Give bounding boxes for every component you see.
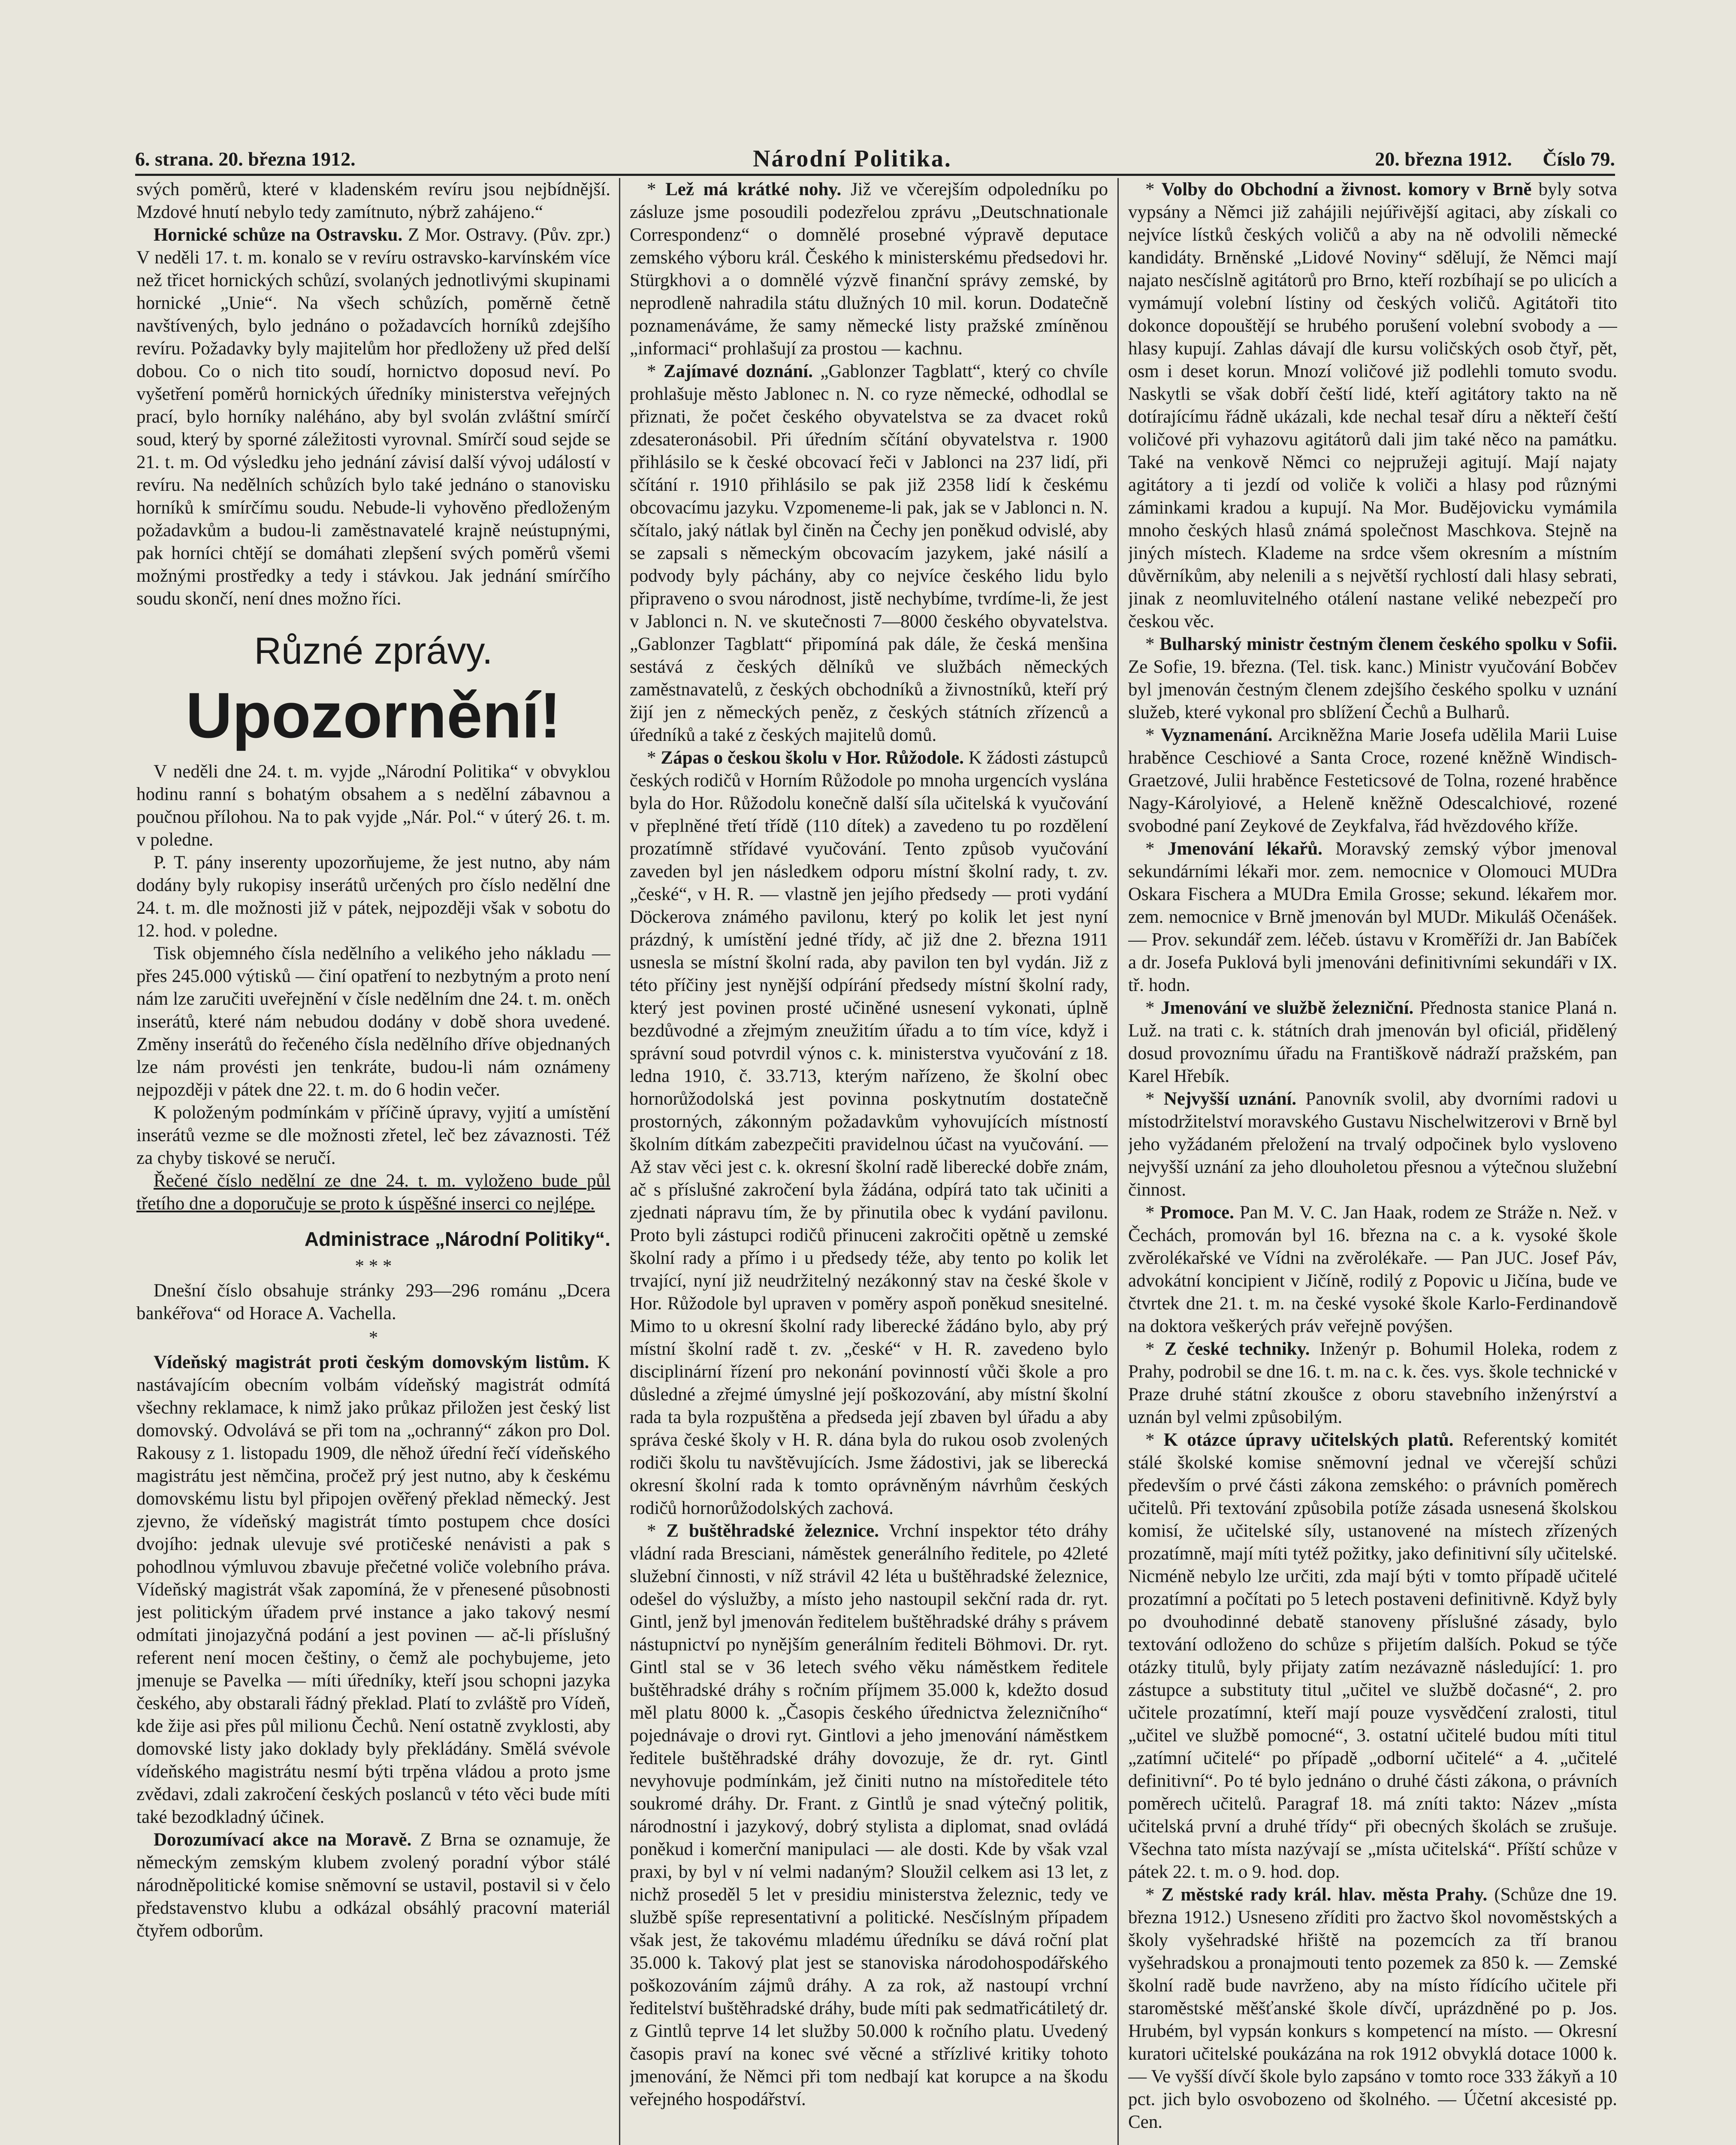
column-divider [1117, 178, 1119, 2145]
article-heading: Zápas o českou školu v Hor. Růžodole. [661, 748, 964, 768]
column-divider [619, 178, 620, 2145]
article-heading: Z městské rady král. hlav. města Prahy. [1161, 1885, 1488, 1905]
column-1 [136, 178, 610, 2145]
article-text: Z Mor. Ostravy. (Pův. zpr.) V neděli 17. t. m. konalo se v revíru ostravsko-karvínském více než třicet hornických schůzí, svolaných jednotlivými skupinami hornické „Unie“. Na všech schůzích, poměrně četně navštívených, bylo jednáno o požadavcích horníků zdejšího revíru. Požadavky byly majitelům hor předloženy už před delší dobou. Co o nich tito soudí, hornictvo doposud neví. Po vyšetření poměrů hornických úředníky ministerstva veřejných prací, bylo horníky naléháno, aby byl svolán zvláštní smírčí soud, který by sporné záležitosti vyrovnal. Smírčí soud sejde se 21. t. m. Od výsledku jeho jednání závisí další vývoj událostí v revíru. Na nedělních schůzích bylo také jednáno o stanovisku horníků k smírčímu soudu. Nebude-li vyhověno předloženým požadavkům a budou-li zaměstnavatelé krajně neústupnými, pak horníci chtějí se domáhati zlepšení svých poměrů všemi možnými prostředky a tedy i stávkou. Jak jednání smírčího soudu skončí, není dnes možno říci. [136, 225, 610, 609]
article: * Promoce. Pan M. V. C. Jan Haak, rodem ze Stráže n. Než. v Čechách, promován byl 16. března na c. a k. vysoké škole zvěrolékařské ve Vídni na zvěrolékaře. — Pan JUC. Josef Páv, advokátní koncipient v Jičíně, rodilý z Popovic u Jičína, bude ve čtvrtek dne 21. t. m. na české vysoké škole Karlo-Ferdinandově na doktora veškerých práv veřejně povýšen. [1128, 1202, 1617, 1336]
article: * Zápas o českou školu v Hor. Růžodole. K žádosti zástupců českých rodičů v Horním Růžodole po mnoha urgencích vyslána byla do Hor. Růžodolu konečně další síla učitelská k vyučování v přeplněné třetí třídě (110 dítek) a zavedeno tu po rozdělení prozatímně střídavé vyučování. Tento způsob vyučování zaveden byl jen následkem odporu místní školní rady, t. zv. „české“, v H. R. — vlastně jen jejího předsedy — proti vydání Döckerova známého pavilonu, který po kolik let jest nyní prázdný, k umístění jedné třídy, ač již dne 2. března 1911 usnesla se místní školní rada, aby pavilon ten byl vydán. Již z této příčiny jest nynější odpírání předsedy místní školní rady, který jest povinen prosté učiněné usnesení vykonati, úplně bezdůvodné a zřejmým zneužitím úřadu a to tím více, když i správní soud potvrdil výnos c. k. ministerstva vyučování z 18. ledna 1910, č. 33.713, kterým nařízeno, že školní obec hornorůžodolská jest povinna poskytnutím dostatečně prostorných, zákonným požadavkům vyhovujících místností školním dítkám zabezpečiti pravidelnou účast na vyučování. — Až stav věci jest c. k. okresní školní radě liberecké dobře znám, ač s příslušné zakročení byla žádána, odpírá tato tak učiniti a zjednati nápravu tím, že by přinutila obec k vydání pavilonu. Proto byli zástupci rodičů přinuceni zakročiti opětně u zemské školní rady a přímo i u předsedy téže, aby tento po kolik let trvající, nyní již neudržitelný nezákonný stav na české škole v Hor. Růžodole byl upraven v poměry aspoň poněkud snesitelné. Mimo to u okresní školní rady liberecké žádáno bylo, aby prý místní školní radě t. zv. „české“ v H. R. zavedeno bylo disciplinární řízení pro nekonání povinností vůči škole a pro důsledné a zřejmé úmyslné její poškozování, aby místní školní rada ta byla rozpuštěna a předseda její zbaven byl úřadu a aby správa české školy v H. R. dána byla do rukou osob zvolených rodiči školu tu navštěvujících. Jsme žádostivi, jak se liberecká okresní školní rada k tomto oprávněným návrhům českých rodičů hornorůžodolských zachová. [630, 748, 1108, 1518]
article-heading: Jmenování ve službě železniční. [1161, 998, 1414, 1018]
article-text: K nastávajícím obecním volbám vídeňský magistrát odmítá všechny reklamace, k nimž jako průkaz přiložen jest český list domovský. Odvolává se při tom na „ochranný“ zákon pro Dol. Rakousy z 1. listopadu 1909, dle něhož úřední řečí vídeňského magistrátu jest němčina, pročež prý jest nutno, aby k českému domovskému listu byl připojen ověřený překlad německý. Jest zjevno, že vídeňský magistrát tímto postupem chce dosíci dvojího: jednak ulevuje své protičeské nenávisti a pak s pohodlnou výmluvou zbavuje přečetné voliče volebního práva. Vídeňský magistrát však zapomíná, že v přenesené působnosti jest politickým úřadem prvé instance a jako takový nesmí odmítati jinojazyčná podání a jest povinen — ač-li příslušný referent není mocen češtiny, o čemž ale pochybujeme, jeto jmenuje se Pavelka — míti úředníky, kteří jsou schopni jazyka českého, aby obstarali řádný překlad. Platí to zvláště pro Vídeň, kde žije asi přes půl milionu Čechů. Není ostatně zvyklosti, aby domovské listy jako doklady byly překládány. Smělá svévole vídeňského magistrátu nesmí býti trpěna vládou a proto jsme zvědavi, zdali zakročení českých poslanců v této věci bude míti také bezodkladný účinek. [136, 1352, 610, 1827]
article-heading: Vyznamenání. [1161, 725, 1273, 745]
article [136, 1351, 610, 1828]
header-rule [135, 174, 1615, 176]
section-title: Různé zprávy. [254, 629, 493, 672]
article: * Volby do Obchodní a živnost. komory v Brně byly sotva vypsány a Němci již zahájili nejúřivější agitaci, aby získali co nejvíce lístků českých voličů a aby na ně odvolili německé kandidáty. Brněnské „Lidové Noviny“ sdělují, že Němci mají najato nesčíslně agitátorů pro Brno, kteří rozbíhají se po ulicích a vymámují volební lístiny od českých voličů. Agitátoři tito dokonce dopouštějí se hrubého porušení volební svobody a — hlasy kupují. Zahlas dávají dle kursu voličských osob čtyř, pět, osm i deset korun. Mnozí voličové již podlehli tomuto svodu. Naskytli se však dobří čeští lidé, kteří agitátory takto na ně dotírajícímu řádně ukázali, kde nechal tesař díru a někteří čeští voličové při vyhazovu agitátorů dali jim také něco na památku. Také na venkově Němci co nejpružeji agitují. Mají najaty agitátory a ti jezdí od voliče k voliči a hlasy pod různými záminkami kradou a kupují. Na Mor. Budějovicku vymámila mnoho českých hlasů známá společnost Maschkova. Stejně na jiných místech. Klademe na srdce všem okresním a místním důvěrníkům, aby nelenili a s největší rychlostí dali hlasy sebrati, jinak z neomluvitelného otálení nastane veliké nebezpečí pro českou věc. [1128, 179, 1617, 631]
article-text: svých poměrů, které v kladenském revíru jsou nejbídnější. Mzdové hnutí nebylo tedy zamítnuto, nýbrž zahájeno.“ [136, 179, 610, 222]
article-text: (Schůze dne 19. března 1912.) Usneseno zříditi pro žactvo škol novoměstských a školy vyšehradské hřiště na pozemcích za tří branou vyšehradskou a pronajmouti tento pozemek za 850 k. — Zemské školní radě bude navrženo, aby na místo řídícího učitele při staroměstské měšťanské škole dívčí, uprázdněné po p. Jos. Hrubém, byl vypsán konkurs s kompetencí na místo. — Okresní kuratori učitelské poukázána na rok 1912 obvyklá dotace 1000 k. — Ve vyšší dívčí škole bylo zapsáno v tomto roce 333 žákyň a 10 pct. jich bylo osvobozeno od školného. — Účetní akcesisté pp. Cen. [1128, 1885, 1617, 2132]
article-text: Přednosta stanice Planá n. Luž. na trati c. k. státních drah jmenován byl oficiál, přidělený dosud provoznímu úřadu na Františkově nádraží pražském, pan Karel Hřebík. [1128, 998, 1617, 1086]
article-text: Ze Sofie, 19. března. (Tel. tisk. kanc.) Ministr vyučování Bobčev byl jmenován čestným členem zdejšího českého spolku v uznání služeb, které vykonal pro sblížení Čechů a Bulharů. [1128, 657, 1617, 722]
column-3 [1128, 178, 1617, 2145]
article-text: Referentský komitét stálé školské komise sněmovní jednal ve včerejší schůzi především o prvé části zákona zemského: o právních poměrech učitelů. Při textování způsobila potíže zásada usnesená školskou komisí, že učitelské síly, ustanovené na místech zřízených prozatímně, mají míti tytéž požitky, jako definitivní síly učitelské. Nicméně nebylo lze určiti, zda mají býti v tomto případě učitelé prozatímní a počítati po 5 letech postaveni definitivně. Když byly po dvouhodinné debatě stanoveny příslušné zásady, bylo textování odloženo do schůze s přijetím dalších. Pokud se týče otázky titulů, byly přijaty zatím nezávazně následující: 1. pro zástupce a substituty titul „učitel ve službě dočasné“, 2. pro učitele prozatímní, kteří mají pouze vysvědčení zralosti, titul „učitel ve službě pomocné“, 3. ostatní učitelé budou míti titul „zatímní učitelé“ po případě „odborní učitelé“ a 4. „učitelé definitivní“. Po té bylo jednáno o druhé části zákona, o právních poměrech učitelů. Paragraf 18. má zníti takto: Název „místa učitelská první a druhé třídy“ při obecných školách se zrušuje. Všechna tato místa nazývají se „místa učitelská“. Příští schůze v pátek 22. t. m. o 9. hod. dop. [1128, 1430, 1617, 1882]
article: * Z buštěhradské železnice. Vrchní inspektor této dráhy vládní rada Bresciani, náměstek generálního ředitele, po 42leté služební činnosti, v níž strávil 42 léta u buštěhradské železnice, odešel do výslužby, a místo jeho nastoupil sekční rada dr. ryt. Gintl, jenž byl jmenován ředitelem buštěhradské dráhy s právem nástupnictví po nynějším generálním řediteli Böhmovi. Dr. ryt. Gintl stal se v 36 letech svého věku náměstkem ředitele buštěhradské dráhy s ročním příjmem 35.000 k, kdežto dosud měl platu 8000 k. „Časopis českého úřednictva železničního“ pojednávaje o drovi ryt. Gintlovi a jeho jmenování náměstkem ředitele buštěhradské dráhy dovozuje, že dr. ryt. Gintl nevyhovuje podmínkám, jež činiti nutno na místoředitele této soukromé dráhy. Dr. Frant. z Gintlů je snad výtečný politik, národnostní i jazykový, dobrý stylista a diplomat, snad ovládá poněkud i komerční manipulaci — ale dosti. Kde by však vzal praxi, by byl v ní velmi nadaným? Sloužil celkem asi 13 let, z nichž proseděl 5 let v presidiu ministerstva železnic, tedy ve službě spíše representativní a politické. Nesčíslným případem však jest, že takovému mladému úředníku se dává roční plat 35.000 k. Takový plat jest se stanoviska národohospodářského poškozováním zájmů dráhy. A za rok, až nastoupí vrchní ředitelství buštěhradské dráhy, bude míti pak sedmatřicátiletý dr. z Gintlů teprve 14 let služby 50.000 k ročního platu. Uvedený časopis praví na konec své věcné a střízlivé kritiky tohoto jmenování, že Němci při tom nedbají kat korupce a na škodu veřejného hospodářství. [630, 1521, 1108, 2109]
article-text: Arcikněžna Marie Josefa udělila Marii Luise hraběnce Ceschiové a Santa Croce, rozené kněžně Windisch-Graetzové, Julii hraběnce Festeticsové de Tolna, rozené hraběnce Nagy-Károlyiové, a Heleně kněžně Odescalchiové, rozené svobodné paní Zeykové de Zeykfalva, řád hvězdového kříže. [1128, 725, 1617, 836]
header-right [1349, 148, 1615, 170]
article-heading: Bulharský ministr čestným členem českého spolku v Sofii. [1159, 634, 1617, 654]
article-text: Z Brna se oznamuje, že německým zemským klubem zvolený poradní výbor stálé národněpolitické komise sněmovní se ustavil, postavil si v čelo představenstvo klubu a odkázal obsáhlý pracovní materiál čtyřem odborům. [136, 1830, 610, 1941]
article-heading: Lež má krátké nohy. [665, 179, 842, 199]
masthead: Národní Politika. [753, 145, 952, 172]
article [136, 224, 610, 610]
page-header [135, 144, 1615, 174]
header-page-date: 6. strana. 20. března 1912. [135, 148, 356, 170]
article: * Nejvyšší uznání. Panovník svolil, aby dvorními radovi u místodržitelství moravského Gustavu Nischelwitzerovi v Brně byl jeho vyžádaném přeložení na trvalý odpočinek bylo vysloveno nejvyšší uznání za jeho dlouholetou přesnou a výtečnou služební činnost. [1128, 1089, 1617, 1200]
article-heading: Nejvyšší uznání. [1163, 1089, 1297, 1109]
article [136, 1828, 610, 1942]
notice-paragraph: Řečené číslo nedělní ze dne 24. t. m. vyloženo bude půl třetího dne a doporučuje se proto k úspěšné inserci co nejlépe. [136, 1171, 610, 1214]
header-issue-number: Číslo 79. [1543, 148, 1615, 170]
notice-paragraph: P. T. pány inserenty upozorňujeme, že jest nutno, aby nám dodány byly rukopisy inserátů určených pro číslo nedělní dne 24. t. m. dle možnosti již v pátek, nejpozději však v sobotu do 12. hod. v poledne. [136, 852, 610, 941]
article-heading: Volby do Obchodní a živnost. komory v Brně [1161, 179, 1532, 199]
article-heading: Hornické schůze na Ostravsku. [154, 225, 403, 245]
article: * Z české techniky. Inženýr p. Bohumil Holeka, rodem z Prahy, podrobil se dne 16. t. m. na c. k. čes. vys. škole technické v Praze druhé státní zkoušce z oboru stavebního inženýrství a uznán byl velmi způsobilým. [1128, 1339, 1617, 1427]
article: * Lež má krátké nohy. Již ve včerejším odpoledníku po zásluze jsme posoudili podezřelou zprávu „Deutschnationale Correspondenz“ o domnělé prosebné výpravě deputace zemského výboru král. Českého k ministerskému předsedovi hr. Stürgkhovi a o domnělé výzvě finanční správy zemské, by neprodleně nahradila státu dlužných 10 mil. korun. Dodatečně poznamenáváme, že samy německé listy pražské zmíněnou „informaci“ prohlašují za prostou — kachnu. [630, 179, 1108, 359]
article: * Zajímavé doznání. „Gablonzer Tagblatt“, který co chvíle prohlašuje město Jablonec n. N. co ryze německé, odhodlal se přiznati, že počet českého obyvatelstva se za dvacet roků zdesateronásobil. Při úředním sčítání obyvatelstva r. 1900 přihlásilo se k české obcovací řeči v Jablonci na 237 lidí, při sčítání r. 1910 přihlásilo se pak již 2358 lidí k českému obcovacímu jazyku. Vzpomeneme-li pak, jak se v Jablonci n. N. sčítalo, jaký nátlak byl činěn na Čechy jen poněkud odvislé, aby se zapsali s německým obcovacím jazykem, jaké násilí a podvody byly páchány, aby co nejvíce českého lidu bylo připraveno o svou národnost, jistě nechybíme, tvrdíme-li, že jest v Jablonci n. N. ve skutečnosti 7—8000 českého obyvatelstva. „Gablonzer Tagblatt“ připomíná pak dále, že česká menšina sestává z českých dělníků ve službách německých zaměstnavatelů, z českých obchodníků a živnostníků, kteří prý žijí jen z německých peněz, z českých státních zřízenců a úředníků a také z českých majitelů domů. [630, 361, 1108, 745]
notice-paragraph: Tisk objemného čísla nedělního a velikého jeho nákladu — přes 245.000 výtisků — činí opatření to nezbytným a proto není nám lze zaručiti uveřejnění v čísle nedělním dne 24. t. m. oněch inserátů, které nám nebudou dodány v době shora uvedené. Změny inserátů do řečeného čísla nedělního dříve objednaných lze nám provésti jen tenkráte, budou-li nám oznámeny nejpozději v pátek dne 22. t. m. do 6 hodin večer. [136, 943, 610, 1100]
article: * Jmenování ve službě železniční. Přednosta stanice Planá n. Luž. na trati c. k. státních drah jmenován byl oficiál, přidělený dosud provoznímu úřadu na Františkově nádraží pražském, pan Karel Hřebík. [1128, 998, 1617, 1086]
article-text: Pan M. V. C. Jan Haak, rodem ze Stráže n. Než. v Čechách, promován byl 16. března na c. a k. vysoké škole zvěrolékařské ve Vídni na zvěrolékaře. — Pan JUC. Josef Páv, advokátní koncipient v Jičíně, rodilý z Popovic u Jičína, bude ve čtvrtek dne 21. t. m. na české vysoké škole Karlo-Ferdinandově na doktora veškerých práv veřejně povýšen. [1128, 1202, 1617, 1336]
article: * Z městské rady král. hlav. města Prahy. (Schůze dne 19. března 1912.) Usneseno zříditi pro žactvo škol novoměstských a školy vyšehradské hřiště na pozemcích za tří branou vyšehradskou a pronajmouti tento pozemek za 850 k. — Zemské školní radě bude navrženo, aby na místo řídícího učitele při staroměstské měšťanské škole dívčí, uprázdněné po p. Jos. Hrubém, byl vypsán konkurs s kompetencí na místo. — Okresní kuratori učitelské poukázána na rok 1912 obvyklá dotace 1000 k. — Ve vyšší dívčí škole bylo zapsáno v tomto roce 333 žákyň a 10 pct. jich bylo osvobozeno od školného. — Účetní akcesisté pp. Cen. [1128, 1885, 1617, 2132]
column-2 [630, 178, 1108, 2145]
article: * Jmenování lékařů. Moravský zemský výbor jmenoval sekundárními lékaři mor. zem. nemocnice v Olomouci MUDra Oskara Fischera a MUDra Emila Grosse; sekund. lékařem mor. zem. nemocnice v Brně jmenován byl MUDr. Mikuláš Očenášek. — Prov. sekundář zem. léčeb. ústavu v Kroměříži dr. Jan Babíček a dr. Josefa Puklová byli jmenováni definitivními sekundáři v IX. tř. hodn. [1128, 839, 1617, 995]
article-text: Moravský zemský výbor jmenoval sekundárními lékaři mor. zem. nemocnice v Olomouci MUDra Oskara Fischera a MUDra Emila Grosse; sekund. lékařem mor. zem. nemocnice v Brně jmenován byl MUDr. Mikuláš Očenášek. — Prov. sekundář zem. léčeb. ústavu v Kroměříži dr. Jan Babíček a dr. Josefa Puklová byli jmenováni definitivními sekundáři v IX. tř. hodn. [1128, 839, 1617, 995]
article-text: „Gablonzer Tagblatt“, který co chvíle prohlašuje město Jablonec n. N. co ryze německé, odhodlal se přiznati, že počet českého obyvatelstva se za dvacet roků zdesateronásobil. Při úředním sčítání obyvatelstva r. 1900 přihlásilo se k české obcovací řeči v Jablonci na 237 lidí, při sčítání r. 1910 přihlásilo se pak již 2358 lidí k českému obcovacímu jazyku. Vzpomeneme-li pak, jak se v Jablonci n. N. sčítalo, jaký nátlak byl činěn na Čechy jen poněkud odvislé, aby se zapsali s německým obcovacím jazykem, jaké násilí a podvody byly páchány, aby co nejvíce českého lidu bylo připraveno o svou národnost, jistě nechybíme, tvrdíme-li, že jest v Jablonci n. N. ve skutečnosti 7—8000 českého obyvatelstva. „Gablonzer Tagblatt“ připomíná pak dále, že česká menšina sestává z českých dělníků ve službách německých zaměstnavatelů, z českých obchodníků a živnostníků, kteří prý žijí jen z německých peněz, z českých státních zřízenců a úředníků a také z českých majitelů domů. [630, 361, 1108, 745]
article-heading: Z české techniky. [1164, 1339, 1310, 1359]
separator-stars: * [368, 1328, 378, 1348]
article-heading: K otázce úpravy učitelských platů. [1163, 1430, 1454, 1450]
article-text: Již ve včerejším odpoledníku po zásluze jsme posoudili podezřelou zprávu „Deutschnationale Correspondenz“ o domnělé prosebné výpravě deputace zemského výboru král. Českého k ministerskému předsedovi hr. Stürgkhovi a o domnělé výzvě finanční správy zemské, by neprodleně nahradila státu dlužných 10 mil. korun. Dodatečně poznamenáváme, že samy německé listy pražské zmíněnou „informaci“ prohlašují za prostou — kachnu. [630, 179, 1108, 359]
notice-title: Upozornění! [186, 679, 561, 751]
header-date: 20. března 1912. [1375, 148, 1512, 170]
article-text: Inženýr p. Bohumil Holeka, rodem z Prahy, podrobil se dne 16. t. m. na c. k. čes. vys. škole technické v Praze druhé státní zkoušce z oboru stavebního inženýrství a uznán byl velmi způsobilým. [1128, 1339, 1617, 1427]
article-text: Dnešní číslo obsahuje stránky 293—296 románu „Dcera bankéřova“ od Horace A. Vachella. [136, 1281, 610, 1323]
separator-stars: * * * [355, 1256, 392, 1276]
article-text: Vrchní inspektor této dráhy vládní rada Bresciani, náměstek generálního ředitele, po 42leté služební činnosti, v níž strávil 42 léta u buštěhradské železnice, odešel do výslužby, a místo jeho nastoupil sekční rada dr. ryt. Gintl, jenž byl jmenován ředitelem buštěhradské dráhy s právem nástupnictví po nynějším generálním řediteli Böhmovi. Dr. ryt. Gintl stal se v 36 letech svého věku náměstkem ředitele buštěhradské dráhy s ročním příjmem 35.000 k, kdežto dosud měl platu 8000 k. „Časopis českého úřednictva železničního“ pojednávaje o drovi ryt. Gintlovi a jeho jmenování náměstkem ředitele buštěhradské dráhy dovozuje, že dr. ryt. Gintl nevyhovuje podmínkám, jež činiti nutno na místoředitele této soukromé dráhy. Dr. Frant. z Gintlů je snad výtečný politik, národnostní i jazykový, dobrý stylista a diplomat, snad ovládá poněkud i komerční manipulaci — ale dosti. Kde by však vzal praxi, by byl v ní velmi nadaným? Sloužil celkem asi 13 let, z nichž proseděl 5 let v presidiu ministerstva železnic, tedy ve službě spíše representativní a politické. Nesčíslným případem však jest, že takovému mladému úředníku se dává roční plat 35.000 k. Takový plat jest se stanoviska národohospodářského poškozováním zájmů dráhy. A za rok, až nastoupí vrchní ředitelství buštěhradské dráhy, bude míti pak sedmatřicátiletý dr. z Gintlů teprve 14 let služby 50.000 k ročního platu. Uvedený časopis praví na konec své věcné a střízlivé kritiky tohoto jmenování, že Němci při tom nedbají kat korupce a na škodu veřejného hospodářství. [630, 1521, 1108, 2109]
article: * Bulharský ministr čestným členem českého spolku v Sofii. Ze Sofie, 19. března. (Tel. tisk. kanc.) Ministr vyučování Bobčev byl jmenován čestným členem zdejšího českého spolku v uznání služeb, které vykonal pro sblížení Čechů a Bulharů. [1128, 634, 1617, 722]
article-text: K žádosti zástupců českých rodičů v Horním Růžodole po mnoha urgencích vyslána byla do Hor. Růžodolu konečně další síla učitelská k vyučování v přeplněné třetí třídě (110 dítek) a zavedeno tu po rozdělení prozatímně střídavé vyučování. Tento způsob vyučování zaveden byl jen následkem odporu místní školní rady, t. zv. „české“, v H. R. — vlastně jen jejího předsedy — proti vydání Döckerova známého pavilonu, který po kolik let jest nyní prázdný, k umístění jedné třídy, ač již dne 2. března 1911 usnesla se místní školní rada, aby pavilon ten byl vydán. Již z této příčiny jest nynější odpírání předsedy místní školní rady, který jest povinen prosté učiněné usnesení vykonati, úplně bezdůvodné a zřejmým zneužitím úřadu a to tím více, když i správní soud potvrdil výnos c. k. ministerstva vyučování z 18. ledna 1910, č. 33.713, kterým nařízeno, že školní obec hornorůžodolská jest povinna poskytnutím dostatečně prostorných, zákonným požadavkům vyhovujících místností školním dítkám zabezpečiti pravidelnou účast na vyučování. — Až stav věci jest c. k. okresní školní radě liberecké dobře znám, ač s příslušné zakročení byla žádána, odpírá tato tak učiniti a zjednati nápravu tím, že by přinutila obec k vydání pavilonu. Proto byli zástupci rodičů přinuceni zakročiti opětně u zemské školní rady a přímo i u předsedy téže, aby tento po kolik let trvající, nyní již neudržitelný nezákonný stav na české škole v Hor. Růžodole byl upraven v poměry aspoň poněkud snesitelné. Mimo to u okresní školní rady liberecké žádáno bylo, aby prý místní školní radě t. zv. „české“ v H. R. zavedeno bylo disciplinární řízení pro nekonání povinností vůči škole a pro důsledné a zřejmé úmyslné její poškozování, aby místní školní rada ta byla rozpuštěna a předseda její zbaven byl úřadu a aby správa české školy v H. R. dána byla do rukou osob zvolených rodiči školu tu navštěvujících. Jsme žádostivi, jak se liberecká okresní školní rada k tomto oprávněným návrhům českých rodičů hornorůžodolských zachová. [630, 748, 1108, 1518]
article-heading: Vídeňský magistrát proti českým domovským listům. [154, 1352, 589, 1372]
article-text: byly sotva vypsány a Němci již zahájili nejúřivější agitaci, aby získali co nejvíce lístků českých voličů a aby na ně odvolili německé kandidáty. Brněnské „Lidové Noviny“ sdělují, že Němci mají najato nesčíslně agitátorů pro Brno, kteří rozbíhají se po ulicích a vymámují volební lístiny od českých voličů. Agitátoři tito dokonce dopouštějí se hrubého porušení volební svobody a — hlasy kupují. Zahlas dávají dle kursu voličských osob čtyř, pět, osm i deset korun. Mnozí voličové již podlehli tomuto svodu. Naskytli se však dobří čeští lidé, kteří agitátory takto na ně dotírajícímu řádně ukázali, kde nechal tesař díru a někteří čeští voličové při vyhazovu agitátorů dali jim také něco na památku. Také na venkově Němci co nejpružeji agitují. Mají najaty agitátory a ti jezdí od voliče k voliči a hlasy pod různými záminkami kradou a kupují. Na Mor. Budějovicku vymámila mnoho českých hlasů známá společnost Maschkova. Stejně na jiných místech. Klademe na srdce všem okresním a místním důvěrníkům, aby nelenili a s největší rychlostí dali hlasy sebrati, jinak z neomluvitelného otálení nastane veliké nebezpečí pro českou věc. [1128, 179, 1617, 631]
notice-paragraph: K položeným podmínkám v příčině úpravy, vyjití a umístění inserátů vezme se dle možnosti zřetel, leč bez závaznosti. Též za chyby tiskové se neručí. [136, 1103, 610, 1168]
article-heading: Dorozumívací akce na Moravě. [154, 1830, 412, 1850]
notice-paragraph: V neděli dne 24. t. m. vyjde „Národní Politika“ v obvyklou hodinu ranní s bohatým obsahem a s nedělní zábavnou a poučnou přílohou. Na to pak vyjde „Nár. Pol.“ v úterý 26. t. m. v poledne. [136, 761, 610, 850]
article: * K otázce úpravy učitelských platů. Referentský komitét stálé školské komise sněmovní jednal ve včerejší schůzi především o prvé části zákona zemského: o právních poměrech učitelů. Při textování způsobila potíže zásada usnesená školskou komisí, že učitelské síly, ustanovené na místech zřízených prozatímně, mají míti tytéž požitky, jako definitivní síly učitelské. Nicméně nebylo lze určiti, zda mají býti v tomto případě učitelé prozatímní a počítati po 5 letech postaveni definitivně. Když byly po dvouhodinné debatě stanoveny příslušné zásady, bylo textování odloženo do schůze s přijetím dalších. Pokud se týče otázky titulů, byly přijaty zatím nezávazně následující: 1. pro zástupce a substituty titul „učitel ve službě dočasné“, 2. pro učitele prozatímní, kteří mají pouze vysvědčení zralosti, titul „učitel ve službě pomocné“, 3. ostatní učitelé budou míti titul „zatímní učitelé“ po případě „odborní učitelé“ a 4. „učitelé definitivní“. Po té bylo jednáno o druhé části zákona, o právních poměrech učitelů. Paragraf 18. má zníti takto: Název „místa učitelská první a druhé třídy“ při obecných školách se zrušuje. Všechna tato místa nazývají se „místa učitelská“. Příští schůze v pátek 22. t. m. o 9. hod. dop. [1128, 1430, 1617, 1882]
article-text: Panovník svolil, aby dvorními radovi u místodržitelství moravského Gustavu Nischelwitzerovi v Brně byl jeho vyžádaném přeložení na trvalý odpočinek bylo vysloveno nejvyšší uznání za jeho dlouholetou přesnou a výtečnou služební činnost. [1128, 1089, 1617, 1200]
administration-signature: Administrace „Národní Politiky“. [304, 1228, 610, 1250]
article: * Vyznamenání. Arcikněžna Marie Josefa udělila Marii Luise hraběnce Ceschiové a Santa Croce, rozené kněžně Windisch-Graetzové, Julii hraběnce Festeticsové de Tolna, rozené hraběnce Nagy-Károlyiové, a Heleně kněžně Odescalchiové, rozené svobodné paní Zeykové de Zeykfalva, řád hvězdového kříže. [1128, 725, 1617, 836]
article-heading: Zajímavé doznání. [663, 361, 813, 381]
article-heading: Jmenování lékařů. [1167, 839, 1322, 859]
article-heading: Z buštěhradské železnice. [666, 1521, 879, 1541]
article-heading: Promoce. [1160, 1202, 1234, 1223]
